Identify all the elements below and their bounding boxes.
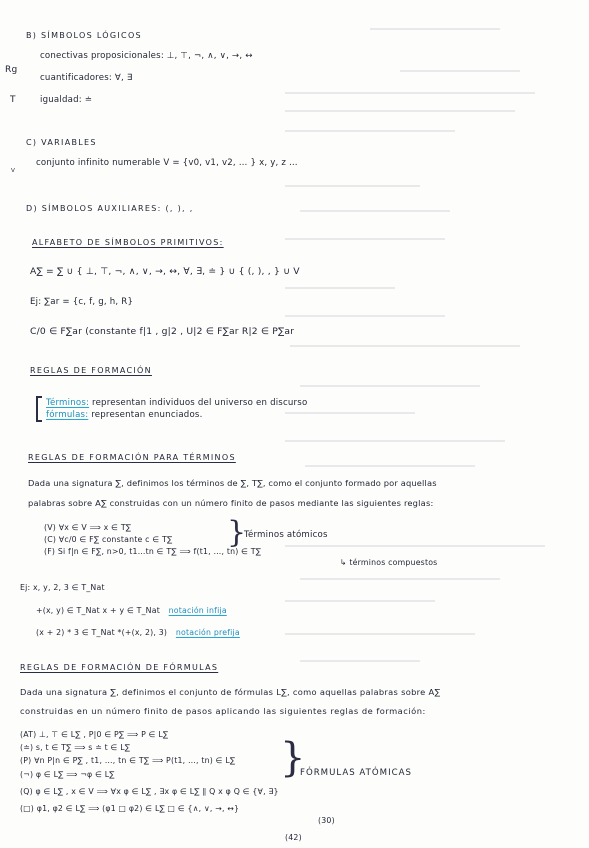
terminos-paragraph-line-1: Dada una signatura ∑, definimos los términos de ∑, T∑, como el conjunto formado por aquellas: [28, 478, 437, 488]
formulas-label: fórmulas:: [46, 410, 89, 420]
terminos-paragraph-line-2: palabras sobre A∑ construidas con un número finito de pasos mediante las siguientes reglas:: [28, 498, 434, 508]
notacion-infija-note: notación infija: [168, 606, 227, 615]
section-heading-simbolos-logicos: B) SÍMBOLOS LÓGICOS: [26, 31, 142, 40]
section-heading-reglas: REGLAS DE FORMACIÓN: [30, 366, 152, 375]
terminos-example-line-1: Ej: x, y, 2, 3 ∈ T_Nat: [20, 583, 105, 592]
terminos-example-line-2: [36, 605, 227, 616]
variables-line: conjunto infinito numerable V = {v0, v1, v2, … } x, y, z …: [36, 158, 298, 168]
notacion-prefija-note: notación prefija: [175, 628, 240, 637]
regla-formula-negacion: (¬) φ ∈ L∑ ⟹ ¬φ ∈ L∑: [20, 770, 115, 779]
regla-termino-c: (C) ∀c/0 ∈ F∑ constante c ∈ T∑: [44, 535, 173, 544]
regla-formula-igualdad: (≐) s, t ∈ T∑ ⟹ s ≐ t ∈ L∑: [20, 743, 131, 752]
formulas-atomicas-brace: }: [280, 735, 306, 781]
regla-termino-v: (V) ∀x ∈ V ⟹ x ∈ T∑: [44, 523, 132, 532]
terminos-text: representan individuos del universo en discurso: [89, 398, 308, 408]
formulas-paragraph-line-1: Dada una signatura ∑, definimos el conjunto de fórmulas L∑, como aquellas palabras sobre A∑: [20, 687, 441, 697]
terminos-example-line-3: [36, 627, 240, 638]
terminos-compuestos-label: ↳ términos compuestos: [340, 558, 438, 567]
section-heading-auxiliares: D) SÍMBOLOS AUXILIARES: (, ), ,: [26, 204, 194, 213]
alfabeto-symbols-line: C/0 ∈ F∑ar (constante f|1 , g|2 , U|2 ∈ F∑ar R|2 ∈ P∑ar: [30, 326, 295, 337]
terminos-label: Términos:: [46, 398, 90, 408]
terminos-atomicos-brace: }: [227, 515, 247, 550]
regla-formula-q: (Q) φ ∈ L∑ , x ∈ V ⟹ ∀x φ ∈ L∑ , ∃x φ ∈ L∑ ∥ Q x φ Q ∈ {∀, ∃}: [20, 787, 279, 796]
regla-formula-conectiva: (□) φ1, φ2 ∈ L∑ ⟹ (φ1 □ φ2) ∈ L∑ □ ∈ {∧, ∨, →, ↔}: [20, 804, 240, 813]
igualdad-line: igualdad: ≐: [40, 95, 93, 105]
reglas-bracket-top: [36, 396, 42, 398]
formulas-paragraph-line-2: construidas en un número finito de pasos aplicando las siguientes reglas de formación:: [20, 706, 426, 716]
infija-example: +(x, y) ∈ T_Nat x + y ∈ T_Nat: [36, 606, 160, 615]
margin-note-v: ⱽ: [11, 168, 16, 178]
terminos-atomicos-label: Términos atómicos: [244, 530, 328, 540]
terminos-definition: [46, 398, 307, 409]
formulas-text: representan enunciados.: [88, 410, 203, 420]
reglas-bracket-bottom: [36, 420, 42, 422]
alfabeto-example: Ej: ∑ar = {c, f, g, h, R}: [30, 297, 134, 307]
conectivas-line: conectivas proposicionales: ⊥, ⊤, ¬, ∧, ∨, →, ↔: [40, 51, 253, 61]
section-heading-alfabeto: ALFABETO DE SÍMBOLOS PRIMITIVOS:: [32, 238, 224, 247]
formulas-definition: [46, 410, 203, 421]
cuantificadores-line: cuantificadores: ∀, ∃: [40, 73, 133, 83]
section-heading-reglas-terminos: REGLAS DE FORMACIÓN PARA TÉRMINOS: [28, 453, 236, 462]
margin-note-t: T: [10, 95, 16, 105]
alfabeto-definition: A∑ = ∑ ∪ { ⊥, ⊤, ¬, ∧, ∨, →, ↔, ∀, ∃, ≐ } ∪ { (, ), , } ∪ V: [30, 266, 300, 277]
regla-formula-at: (AT) ⊥, ⊤ ∈ L∑ , P|0 ∈ P∑ ⟹ P ∈ L∑: [20, 730, 169, 739]
prefija-example: (x + 2) * 3 ∈ T_Nat *(+(x, 2), 3): [36, 628, 168, 637]
formulas-atomicas-label: FÓRMULAS ATÓMICAS: [300, 768, 412, 778]
section-heading-variables: C) VARIABLES: [26, 138, 97, 147]
section-heading-reglas-formulas: REGLAS DE FORMACIÓN DE FÓRMULAS: [20, 663, 219, 672]
reglas-bracket: [36, 396, 38, 422]
reference-number: (30): [318, 816, 335, 825]
regla-termino-f: (F) Si f|n ∈ F∑, n>0, t1…tn ∈ T∑ ⟹ f(t1, …, tn) ∈ T∑: [44, 547, 262, 556]
margin-note-rg: Rg: [5, 65, 18, 75]
page-number: (42): [285, 833, 302, 842]
regla-formula-p: (P) ∀n P|n ∈ P∑ , t1, …, tn ∈ T∑ ⟹ P(t1, …, tn) ∈ L∑: [20, 756, 236, 765]
